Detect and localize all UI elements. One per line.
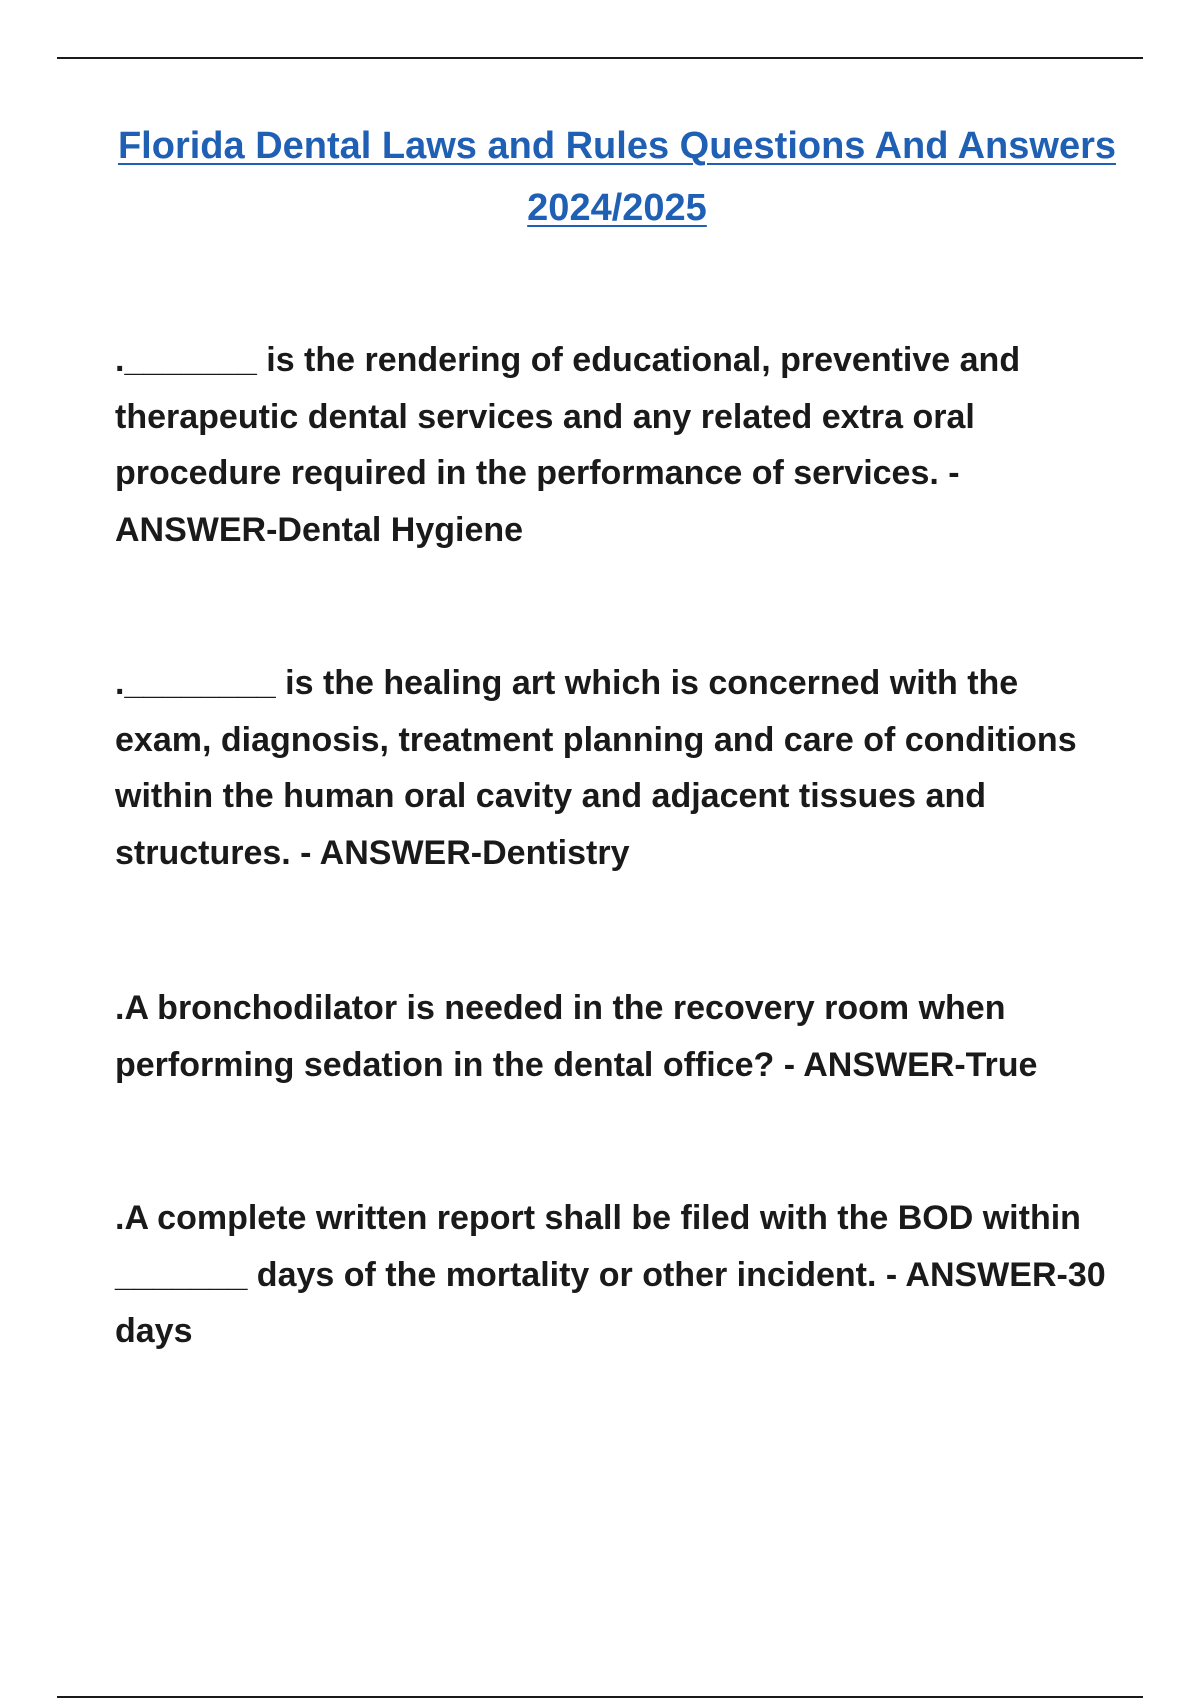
document-title: Florida Dental Laws and Rules Questions And Answers 2024/2025 [117, 125, 1117, 229]
qa-item-4: .A complete written report shall be filed with the BOD within _______ days of the mortality or other incident. - ANSWER-30 days [115, 1199, 1106, 1350]
bottom-divider [57, 1696, 1143, 1698]
qa-item-1: ._______ is the rendering of educational, preventive and therapeutic dental services and any related extra oral procedure required in the performance of services. - ANSWER-Dental Hygiene [115, 341, 1021, 549]
qa-item-2: .________ is the healing art which is concerned with the exam, diagnosis, treatment planning and care of conditions within the human oral cavity and adjacent tissues and structures. - ANSWER-Dentistry [115, 664, 1077, 872]
top-divider [57, 57, 1143, 59]
qa-item-3: .A bronchodilator is needed in the recovery room when performing sedation in the dental office? - ANSWER-True [115, 989, 1038, 1084]
